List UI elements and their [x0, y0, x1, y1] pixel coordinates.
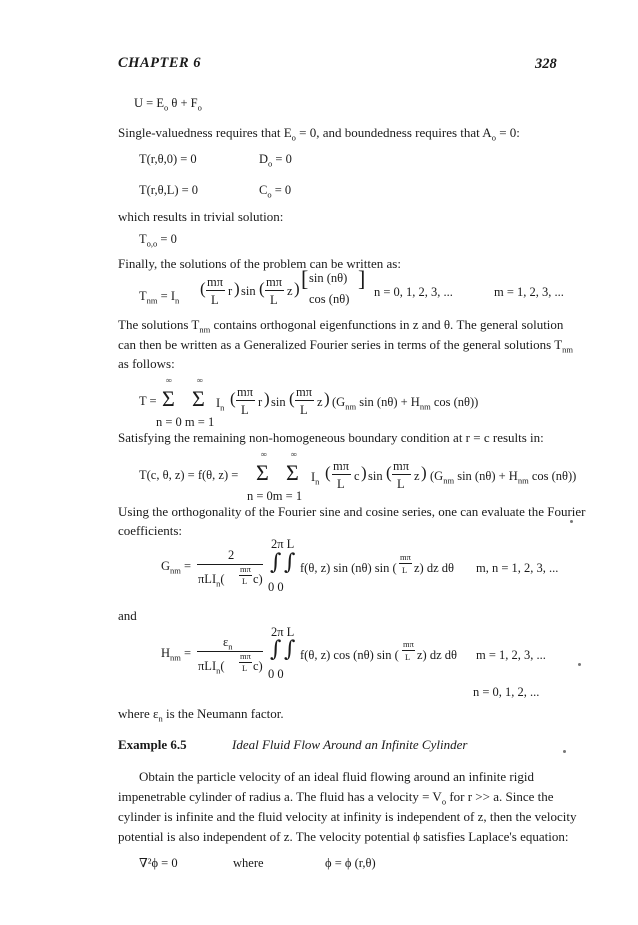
h-n-range: n = 0, 1, 2, ...	[473, 685, 540, 699]
paragraph-solutions-2: can then be written as a Generalized Fourier series in terms of the general solutions $T_{nm}$	[118, 337, 574, 355]
g-range: m, n = 1, 2, 3, ...	[476, 561, 559, 575]
bc-result-c0: $C_o = 0$	[259, 183, 292, 200]
page-number: 328	[535, 56, 557, 72]
n-range: n = 0, 1, 2, 3, ...	[374, 285, 453, 299]
bc-result-d0: $D_o = 0$	[259, 152, 292, 169]
paragraph-trivial: which results in trivial solution:	[118, 209, 284, 224]
example-label: Example 6.5	[118, 737, 187, 752]
document-page: CHAPTER 6 328 $U = E_o$ $\theta + F_o$ Single-valuedness requires that $E_o = 0$, and boundedness requires that $A_o = 0$: T(r,θ,0) = 0 $D_o = 0$ T(r,θ,L) = 0 $C_o = 0$ which results in trivial solution: $T_{o,o} = 0$ Finally, the solutions of the problem can be written as: $T_{nm} = I_n$ ( mπ L r ) sin ( mπ L z ) [ sin (nθ) cos (nθ) ] n = 0, 1, 2, 3, ... m = 1, 2, 3, ... The solutions $T_{nm}$ contains orthogonal eigenfunctions in z and θ. The general solution can then be written as a Generalized Fourier series in terms of the general solutions $T_{nm}$ as follows: ∞ ∞ T = Σ Σ n = 0 m = 1 $I_n$ ( mπ L r ) sin ( mπ L z ) ($G_{nm}$ $\sin (n\theta) + H_{nm}$ cos (nθ)) Satisfying the remaining non-homogeneous boundary condition at r = c results in: ∞ ∞ T(c, θ, z) = f(θ, z) = Σ Σ n = 0m = 1 $I_n$ ( mπ L c ) sin ( mπ L z ) ($G_{nm}$ $\sin (n\theta) + H_{nm}$ cos (nθ)) Using the orthogonality of the Fourier sine and cosine series, one can evaluate the Fourier coefficients: 2π L $G_{nm}$ = 2 πLI$_n$( mπ L c) ∫ ∫ 0 0 f(θ, z) sin (nθ) sin ( mπ L z) dz dθ m, n = 1, 2, 3, ... and 2π L $H_{nm}$ = $\varepsilon_n$ πLI$_n$( mπ L c) ∫ ∫ 0 0 f(θ, z) cos (nθ) sin ( mπ L z) dz dθ m = 1, 2, 3, ... n = 0, 1, 2, ... where $\varepsilon_n$ is the Neumann factor. Example 6.5 Ideal Fluid Flow Around an Infinite Cylinder Obtain the particle velocity of an ideal fluid flowing around an infinite rigid impenetrable cylinder of radius a. The fluid has a velocity = $V_o$ for r >> a. Since the cylinder is infinite and the fluid velocity at infinity is independent of z, then the velocity potential is also independent of z. The velocity potential ϕ satisfies Laplace's equation: ∇²ϕ = 0 where ϕ = ϕ (r,θ)	[118, 55, 586, 870]
laplace-equation: ∇²ϕ = 0	[139, 856, 178, 870]
scan-speck	[563, 750, 566, 753]
example-paragraph-2: impenetrable cylinder of radius a. The fluid has a velocity = $V_o$ for r >> a. Since the	[118, 789, 554, 807]
example-title: Ideal Fluid Flow Around an Infinite Cylinder	[232, 737, 468, 752]
paragraph-and: and	[118, 608, 137, 623]
example-paragraph-4: potential is also independent of z. The velocity potential ϕ satisfies Laplace's equation:	[118, 829, 569, 844]
m-range: m = 1, 2, 3, ...	[494, 285, 564, 299]
phi-definition: ϕ = ϕ (r,θ)	[325, 856, 376, 870]
chapter-header: CHAPTER 6	[118, 55, 202, 71]
equation-u: $U = E_o$ $\theta + F_o$	[134, 96, 202, 113]
paragraph-single-valuedness: Single-valuedness requires that $E_o = 0$, and boundedness requires that $A_o = 0$:	[118, 125, 520, 143]
equation-trivial: $T_{o,o} = 0$	[139, 232, 177, 249]
scan-speck	[570, 520, 573, 523]
paragraph-solutions-3: as follows:	[118, 356, 175, 371]
paragraph-finally: Finally, the solutions of the problem can be written as:	[118, 256, 401, 271]
paragraph-neumann: where $\varepsilon_n$ is the Neumann factor.	[118, 706, 284, 724]
example-paragraph-3: cylinder is infinite and the fluid velocity at infinity is independent of z, then the velocity	[118, 809, 577, 824]
example-paragraph-1: Obtain the particle velocity of an ideal fluid flowing around an infinite rigid	[139, 769, 534, 784]
scan-speck	[578, 663, 581, 666]
paragraph-satisfy: Satisfying the remaining non-homogeneous boundary condition at r = c results in:	[118, 430, 544, 445]
paragraph-orthogonality-1: Using the orthogonality of the Fourier sine and cosine series, one can evaluate the Fourier	[118, 504, 586, 519]
paragraph-orthogonality-2: coefficients:	[118, 523, 183, 538]
paragraph-solutions-1: The solutions $T_{nm}$ contains orthogonal eigenfunctions in z and θ. The general solution	[118, 317, 564, 335]
laplace-where: where	[233, 856, 264, 870]
bc-equation-1: T(r,θ,0) = 0	[139, 152, 197, 166]
h-range: m = 1, 2, 3, ...	[476, 648, 546, 662]
bc-equation-2: T(r,θ,L) = 0	[139, 183, 199, 197]
